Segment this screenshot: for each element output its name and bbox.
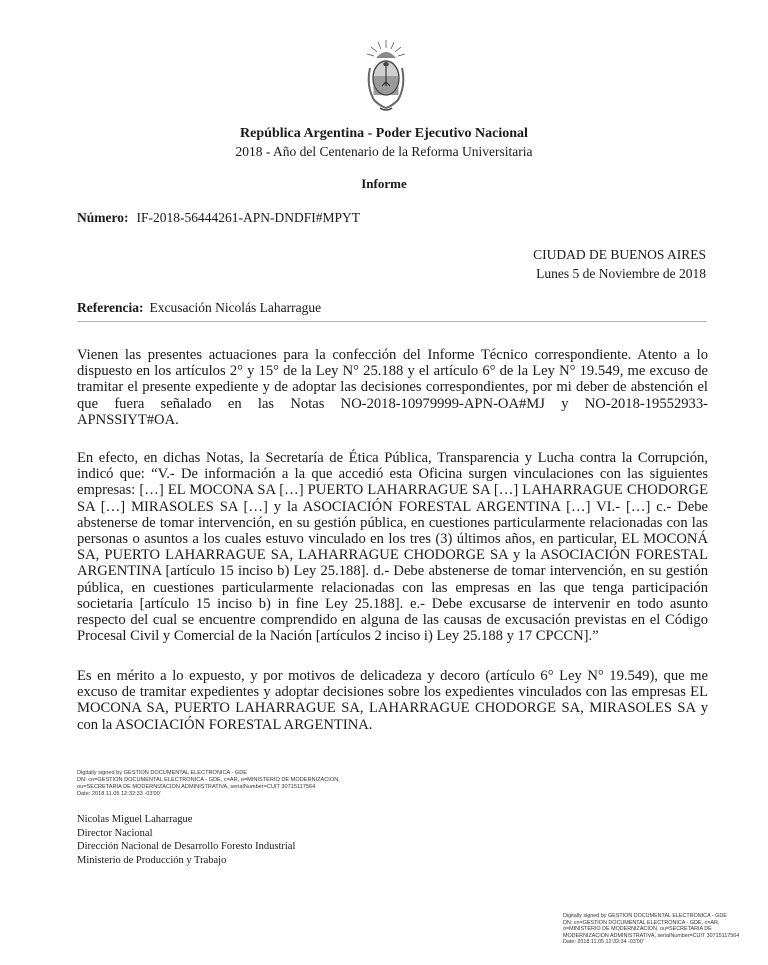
- reference: [77, 300, 321, 316]
- reference-label: Referencia:: [77, 300, 144, 315]
- divider: [77, 321, 707, 322]
- signature-line: ou=SECRETARIA DE MODERNIZACION ADMINISTRATIVA, serialNumber=CUIT 30715117564: [77, 784, 316, 790]
- signer-ministry: Ministerio de Producción y Trabajo: [77, 854, 227, 866]
- signature-line: Date: 2018.11.05 12:32:33 -03'00': [77, 791, 161, 797]
- digital-signature-stamp-2: [563, 913, 743, 946]
- header-title: República Argentina - Poder Ejecutivo Nacional: [240, 126, 528, 141]
- paragraph-3: Es en mérito a lo expuesto, y por motivos de delicadeza y decoro (artículo 6° Ley N° 19.549), que me excuso de tramitar expedientes y adoptar decisiones sobre los expedientes vinculados con las empresas EL MOCONA SA, PUERTO LAHARRAGUE SA, LAHARRAGUE CHODORGE SA, MIRASOLES SA y con la ASOCIACIÓN FORESTAL ARGENTINA.: [77, 668, 708, 733]
- paragraph-2: En efecto, en dichas Notas, la Secretaría de Ética Pública, Transparencia y Lucha contra la Corrupción, indicó que: “V.- De información a la que accedió esta Oficina surgen vinculaciones con las siguientes empresas: […] EL MOCONA SA […] PUERTO LAHARRAGUE SA […] LAHARRAGUE CHODORGE SA […] MIRASOLES SA […] y la ASOCIACIÓN FORESTAL ARGENTINA […] VI.- […] c.- Debe abstenerse de tomar intervención, en su gestión pública, en cuestiones particularmente relacionadas con las personas o asuntos a los cuales estuvo vinculado en los tres (3) últimos años, en particular, EL MOCONÁ SA, PUERTO LAHARRAGUE SA, LAHARRAGUE CHODORGE SA y la ASOCIACIÓN FORESTAL ARGENTINA [artículo 15 inciso b) Ley 25.188]. d.- Debe abstenerse de tomar intervención, en su gestión pública, en cuestiones particularmente relacionadas con las empresas en las que tenga participación societaria [artículo 15 inciso b) in fine Ley 25.188]. e.- Debe excusarse de intervenir en todo asunto respecto del cual se encuentre comprendido en alguna de las causas de excusación previstas en el Código Procesal Civil y Comercial de la Nación [artículos 2 inciso i) Ley 25.188 y 17 CPCCN].”: [77, 450, 708, 645]
- signature-line: Date: 2018.11.05 12:32:34 -03'00': [563, 939, 644, 946]
- number-label: Número:: [77, 210, 129, 225]
- document-number: [77, 210, 360, 226]
- header-subtitle: 2018 - Año del Centenario de la Reforma Universitaria: [235, 144, 533, 159]
- signature-line: Digitally signed by GESTION DOCUMENTAL ELECTRONICA - GDE: [77, 770, 248, 776]
- national-coat-of-arms-icon: [360, 38, 412, 118]
- signer-role: Director Nacional: [77, 827, 153, 839]
- signer-name: Nicolas Miguel Laharrague: [77, 814, 193, 825]
- digital-signature-stamp: [77, 770, 377, 798]
- city: CIUDAD DE BUENOS AIRES: [533, 247, 706, 262]
- signer-block: [77, 813, 295, 867]
- date: Lunes 5 de Noviembre de 2018: [536, 266, 706, 281]
- signature-line: Digitally signed by GESTION DOCUMENTAL ELECTRONICA - GDE: [563, 913, 727, 919]
- reference-value: Excusación Nicolás Laharrague: [149, 300, 322, 315]
- signature-line: DN: cn=GESTION DOCUMENTAL ELECTRONICA - GDE, c=AR, o=MINISTERIO DE MODERNIZACION, ou=SECRETARIA DE MODERNIZACION ADMINISTRATIVA, serialNumber=CUIT 30715117564: [563, 919, 740, 939]
- document-type: Informe: [361, 176, 407, 191]
- paragraph-1: Vienen las presentes actuaciones para la confección del Informe Técnico correspondiente. Atento a lo dispuesto en los artículos 2° y 15° de la Ley N° 25.188 y el artículo 6° de la Ley N° 19.549, me excuso de tramitar el presente expediente y de adoptar las decisiones correspondientes, por mi deber de abstención el que fuera señalado en las Notas NO-2018-10979999-APN-OA#MJ y NO-2018-19552933-APNSSIYT#OA.: [77, 347, 708, 428]
- signature-line: DN: cn=GESTION DOCUMENTAL ELECTRONICA - GDE, c=AR, o=MINISTERIO DE MODERNIZACION,: [77, 777, 340, 783]
- signer-office: Dirección Nacional de Desarrollo Foresto Industrial: [77, 841, 296, 853]
- number-value: IF-2018-56444261-APN-DNDFI#MPYT: [136, 210, 361, 225]
